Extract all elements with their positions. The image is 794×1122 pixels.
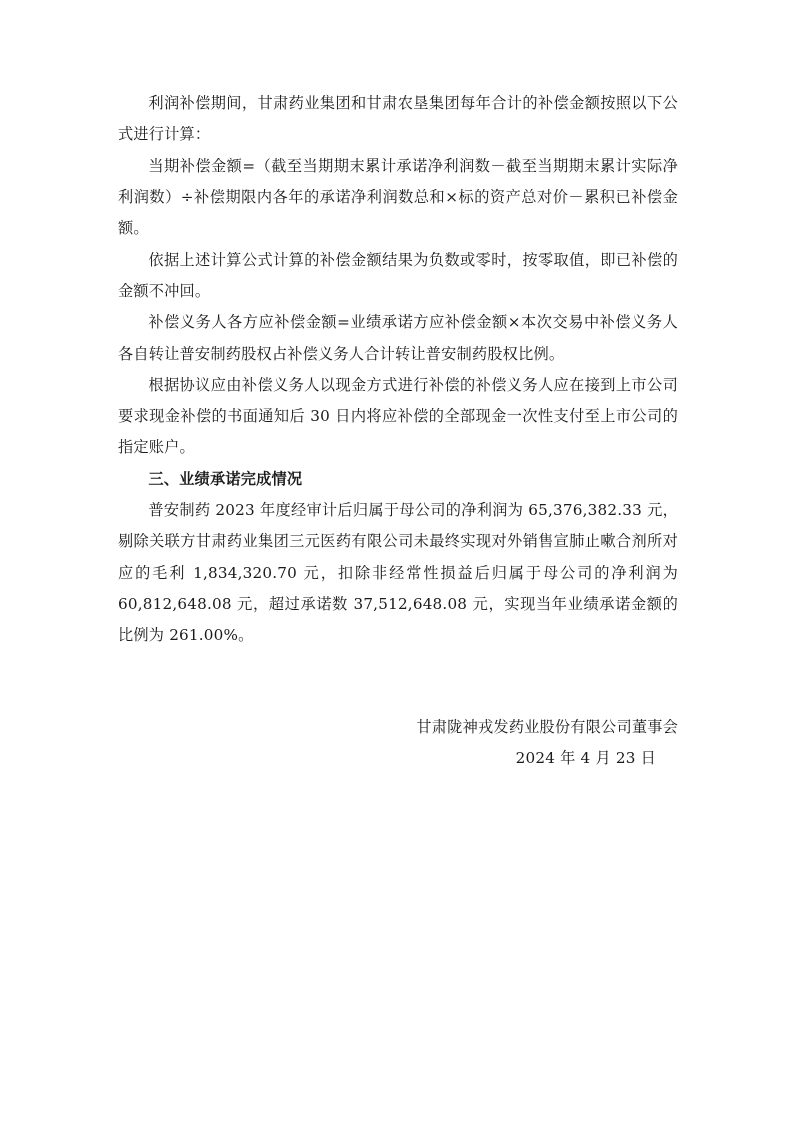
paragraph: 补偿义务人各方应补偿金额=业绩承诺方应补偿金额×本次交易中补偿义务人各自转让普安制药股权占补偿义务人合计转让普安制药股权比例。 xyxy=(118,313,678,363)
section-heading: 三、业绩承诺完成情况 xyxy=(148,469,303,488)
paragraph: 依据上述计算公式计算的补偿金额结果为负数或零时，按零取值，即已补偿的金额不冲回。 xyxy=(118,250,678,300)
signature-date: 2024 年 4 月 23 日 xyxy=(515,749,656,768)
paragraph: 普安制药 2023 年度经审计后归属于母公司的净利润为 65,376,382.33 元，剔除关联方甘肃药业集团三元医药有限公司未最终实现对外销售宣肺止嗽合剂所对应的毛利 1,834,320.70 元，扣除非经常性损益后归属于母公司的净利润为 60,812,648.08 元，超过承诺数 37,512,648.08 元，实现当年业绩承诺金额的比例为 261.00%。 xyxy=(118,501,678,645)
signature-company: 甘肃陇神戎发药业股份有限公司董事会 xyxy=(416,718,678,736)
paragraph: 根据协议应由补偿义务人以现金方式进行补偿的补偿义务人应在接到上市公司要求现金补偿的书面通知后 30 日内将应补偿的全部现金一次性支付至上市公司的指定账户。 xyxy=(118,375,678,457)
document-body xyxy=(118,88,678,652)
paragraph: 利润补偿期间，甘肃药业集团和甘肃农垦集团每年合计的补偿金额按照以下公式进行计算： xyxy=(118,94,678,144)
signature-block xyxy=(118,712,678,775)
paragraph: 当期补偿金额=（截至当期期末累计承诺净利润数－截至当期期末累计实际净利润数）÷补偿期限内各年的承诺净利润数总和×标的资产总对价－累积已补偿金额。 xyxy=(118,156,678,238)
